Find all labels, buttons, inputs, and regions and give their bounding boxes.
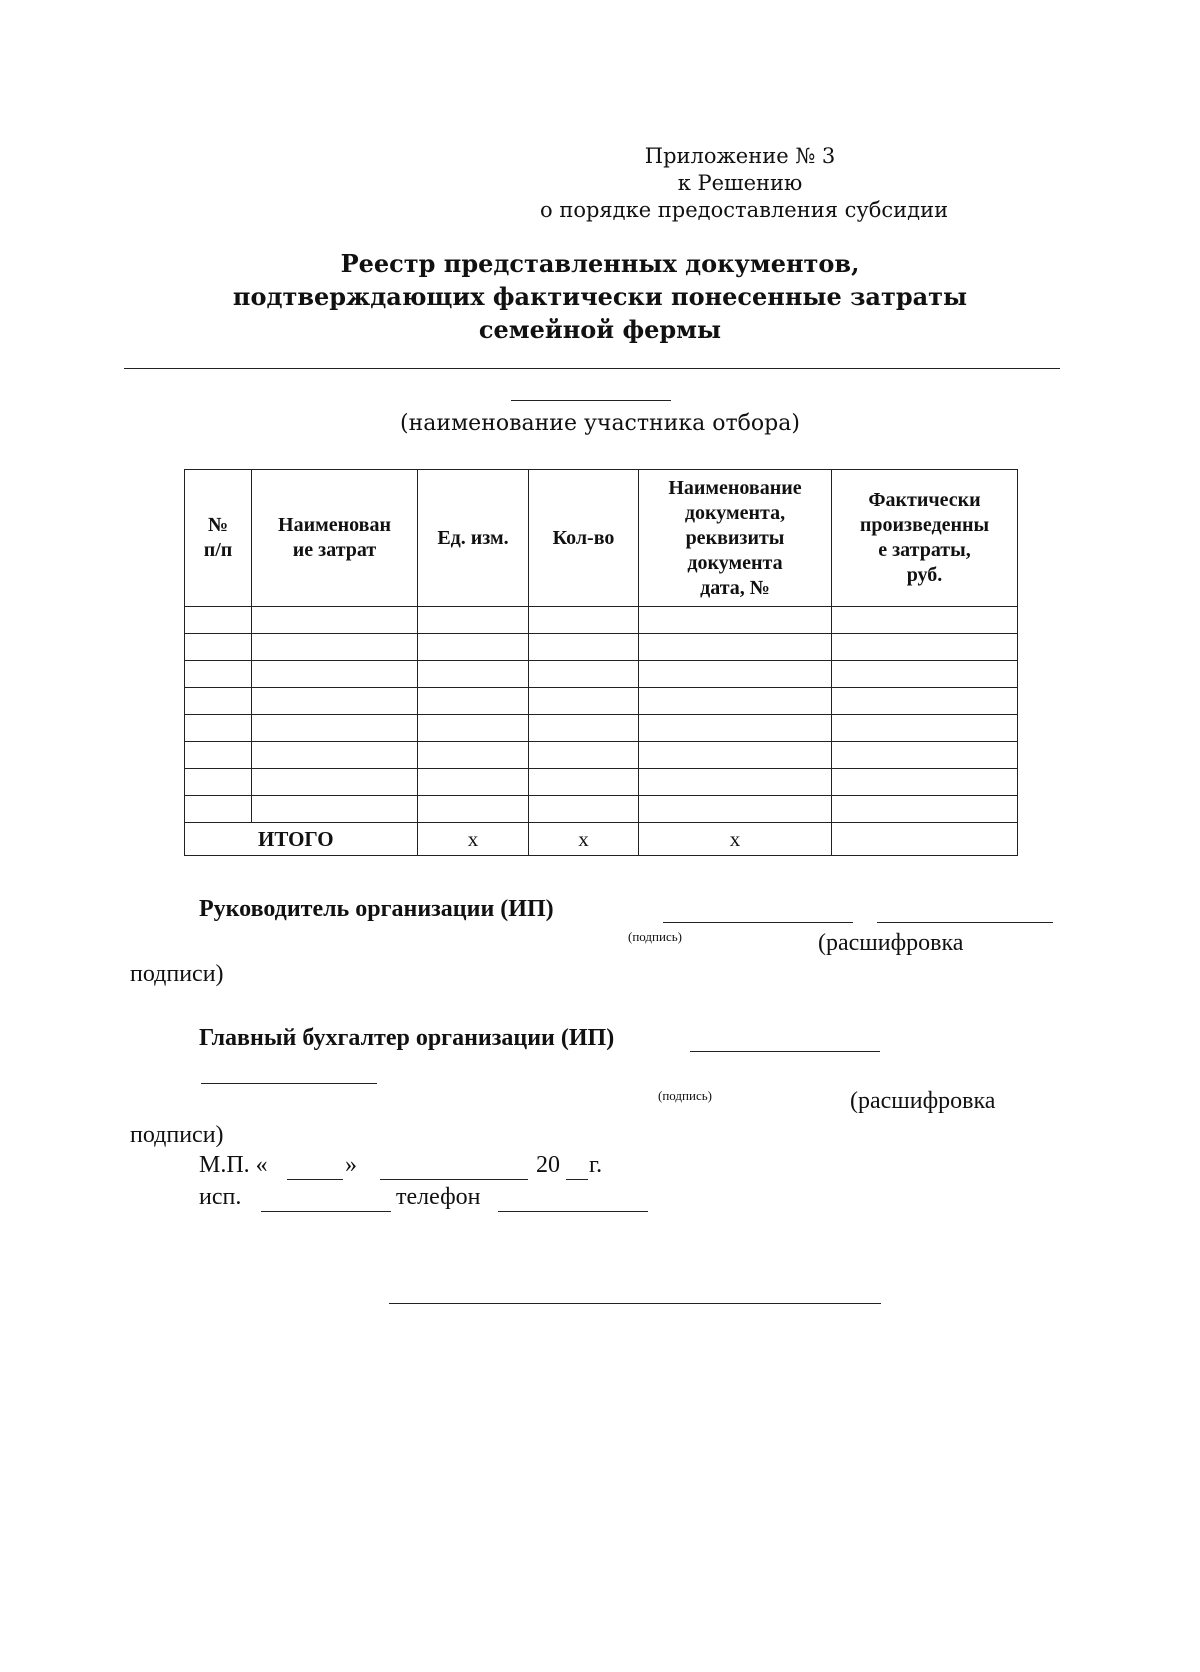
- table-row: [185, 715, 1018, 742]
- table-cell: [529, 715, 639, 742]
- table-row: [185, 661, 1018, 688]
- total-label: ИТОГО: [185, 823, 418, 856]
- title-line-3: семейной фермы: [478, 315, 722, 344]
- table-cell: [832, 742, 1018, 769]
- table-cell: [185, 688, 252, 715]
- header-cost-name: Наименован ие затрат: [252, 470, 418, 607]
- table-cell: [252, 769, 418, 796]
- executor-label: исп.: [199, 1184, 242, 1210]
- table-cell: [185, 796, 252, 823]
- stamp-date-prefix: М.П. «: [199, 1152, 268, 1178]
- table-cell: [185, 607, 252, 634]
- date-month-line: [380, 1179, 528, 1180]
- table-cell: [252, 796, 418, 823]
- head-signature-line: [663, 922, 853, 923]
- table-cell: [252, 607, 418, 634]
- table-cell: [529, 742, 639, 769]
- table-cell: [185, 769, 252, 796]
- total-cost: [832, 823, 1018, 856]
- table-cell: [418, 688, 529, 715]
- table-cell: [832, 769, 1018, 796]
- executor-line: [261, 1211, 391, 1212]
- header-actual-cost: Фактически произведенны е затраты, руб.: [832, 470, 1018, 607]
- table-cell: [832, 661, 1018, 688]
- table-cell: [639, 688, 832, 715]
- head-signature-caption: (подпись): [628, 929, 682, 944]
- table-cell: [529, 796, 639, 823]
- table-cell: [185, 742, 252, 769]
- table-cell: [185, 715, 252, 742]
- head-decode-caption: (расшифровка: [818, 930, 964, 956]
- table-cell: [185, 634, 252, 661]
- table-cell: [252, 634, 418, 661]
- table-cell: [529, 661, 639, 688]
- participant-name-line: [124, 368, 1060, 369]
- accountant-decode-caption: (расшифровка: [850, 1088, 996, 1114]
- head-decode-caption-end: подписи): [130, 961, 224, 987]
- table-cell: [639, 607, 832, 634]
- table-cell: [832, 688, 1018, 715]
- phone-line: [498, 1211, 648, 1212]
- table-row: [185, 634, 1018, 661]
- head-decode-line: [877, 922, 1053, 923]
- total-document: x: [639, 823, 832, 856]
- accountant-signature-line: [690, 1051, 880, 1052]
- table-cell: [418, 661, 529, 688]
- table-cell: [832, 634, 1018, 661]
- table-cell: [639, 796, 832, 823]
- table-cell: [639, 661, 832, 688]
- title-line-1: Реестр представленных документов,: [340, 249, 860, 278]
- total-row: [185, 823, 1018, 856]
- table-cell: [418, 715, 529, 742]
- table-cell: [418, 607, 529, 634]
- table-cell: [639, 769, 832, 796]
- table-cell: [185, 661, 252, 688]
- table-cell: [529, 634, 639, 661]
- accountant-decode-caption-end: подписи): [130, 1122, 224, 1148]
- appendix-reference: к Решению: [677, 171, 803, 195]
- table-cell: [639, 715, 832, 742]
- date-day-close: »: [345, 1152, 357, 1178]
- table-cell: [832, 715, 1018, 742]
- table-cell: [529, 688, 639, 715]
- header-unit: Ед. изм.: [418, 470, 529, 607]
- total-qty: x: [529, 823, 639, 856]
- accountant-signature-label: Главный бухгалтер организации (ИП): [199, 1025, 615, 1051]
- table-cell: [418, 634, 529, 661]
- table-row: [185, 688, 1018, 715]
- participant-name-short-line: [511, 400, 671, 401]
- table-header-row: [185, 470, 1018, 607]
- closing-separator-line: [389, 1303, 881, 1304]
- table-cell: [529, 607, 639, 634]
- participant-caption: (наименование участника отбора): [400, 411, 800, 436]
- table-cell: [418, 796, 529, 823]
- date-day-line: [287, 1179, 343, 1180]
- date-year-suffix: г.: [589, 1152, 603, 1178]
- registry-table: [184, 469, 1018, 856]
- header-document: Наименование документа, реквизиты документа дата, №: [639, 470, 832, 607]
- date-year-prefix: 20: [536, 1152, 560, 1178]
- phone-label: телефон: [396, 1184, 481, 1210]
- table-cell: [252, 715, 418, 742]
- title-line-2: подтверждающих фактически понесенные затраты: [232, 282, 968, 311]
- table-cell: [418, 742, 529, 769]
- table-row: [185, 796, 1018, 823]
- document-title: [0, 247, 1200, 346]
- accountant-decode-line: [201, 1083, 377, 1084]
- table-row: [185, 769, 1018, 796]
- table-row: [185, 607, 1018, 634]
- table-cell: [252, 661, 418, 688]
- table-cell: [418, 769, 529, 796]
- date-year-line: [566, 1179, 588, 1180]
- table-cell: [639, 742, 832, 769]
- header-num: № п/п: [185, 470, 252, 607]
- table-cell: [252, 742, 418, 769]
- total-unit: x: [418, 823, 529, 856]
- header-qty: Кол-во: [529, 470, 639, 607]
- table-cell: [639, 634, 832, 661]
- table-cell: [529, 769, 639, 796]
- accountant-signature-caption: (подпись): [658, 1088, 712, 1103]
- head-signature-label: Руководитель организации (ИП): [199, 896, 554, 922]
- appendix-number: Приложение № 3: [644, 144, 836, 168]
- table-cell: [832, 796, 1018, 823]
- table-cell: [252, 688, 418, 715]
- table-row: [185, 742, 1018, 769]
- table-cell: [832, 607, 1018, 634]
- appendix-subject: о порядке предоставления субсидии: [540, 198, 949, 222]
